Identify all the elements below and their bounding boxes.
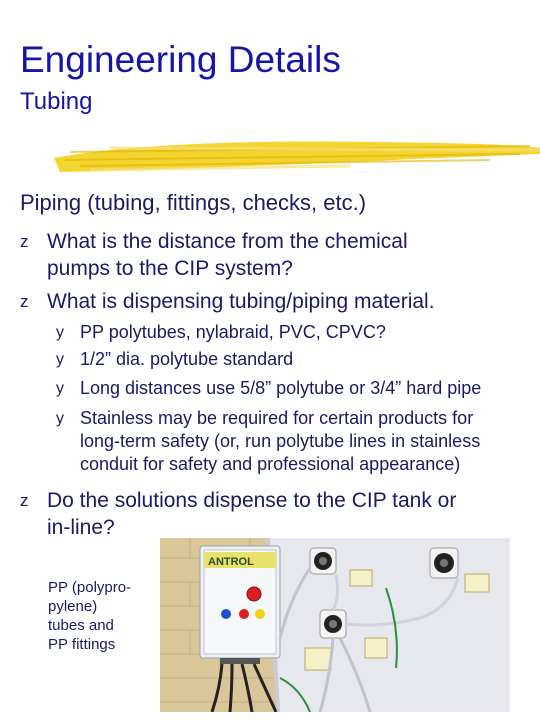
bullet-marker: z bbox=[20, 491, 29, 510]
sub-bullet-text: PP polytubes, nylabraid, PVC, CPVC? bbox=[80, 322, 386, 342]
slide-subtitle: Tubing bbox=[20, 88, 93, 115]
photo-label: ANTROL bbox=[208, 556, 254, 568]
section-heading: Piping (tubing, fittings, checks, etc.) bbox=[20, 190, 367, 215]
bullet-text: Do the solutions dispense to the CIP tank or in-line? bbox=[47, 489, 457, 539]
bullet-text: What is dispensing tubing/piping material. bbox=[47, 290, 435, 313]
sub-bullet-text: Long distances use 5/8” polytube or 3/4” hard pipe bbox=[80, 378, 482, 398]
sub-bullet-marker: y bbox=[56, 410, 64, 427]
photo-caption: PP (polypro- pylene) tubes and PP fittings bbox=[48, 579, 132, 653]
pump-system-photo bbox=[160, 538, 510, 712]
sub-bullet-text: Stainless may be required for certain products for long-term safety (or, run polytube lines in stainless conduit for safety and professional appearance) bbox=[80, 408, 481, 474]
slide-title: Engineering Details bbox=[20, 39, 341, 80]
bullet-text: What is the distance from the chemical pumps to the CIP system? bbox=[47, 230, 408, 280]
bullet-marker: z bbox=[20, 232, 29, 251]
yellow-brush-stroke bbox=[50, 136, 540, 176]
sub-bullet-text: 1/2” dia. polytube standard bbox=[80, 349, 294, 369]
sub-bullet-marker: y bbox=[56, 380, 64, 397]
bullet-marker: z bbox=[20, 292, 29, 311]
sub-bullet-marker: y bbox=[56, 351, 64, 368]
sub-bullet-marker: y bbox=[56, 324, 64, 341]
